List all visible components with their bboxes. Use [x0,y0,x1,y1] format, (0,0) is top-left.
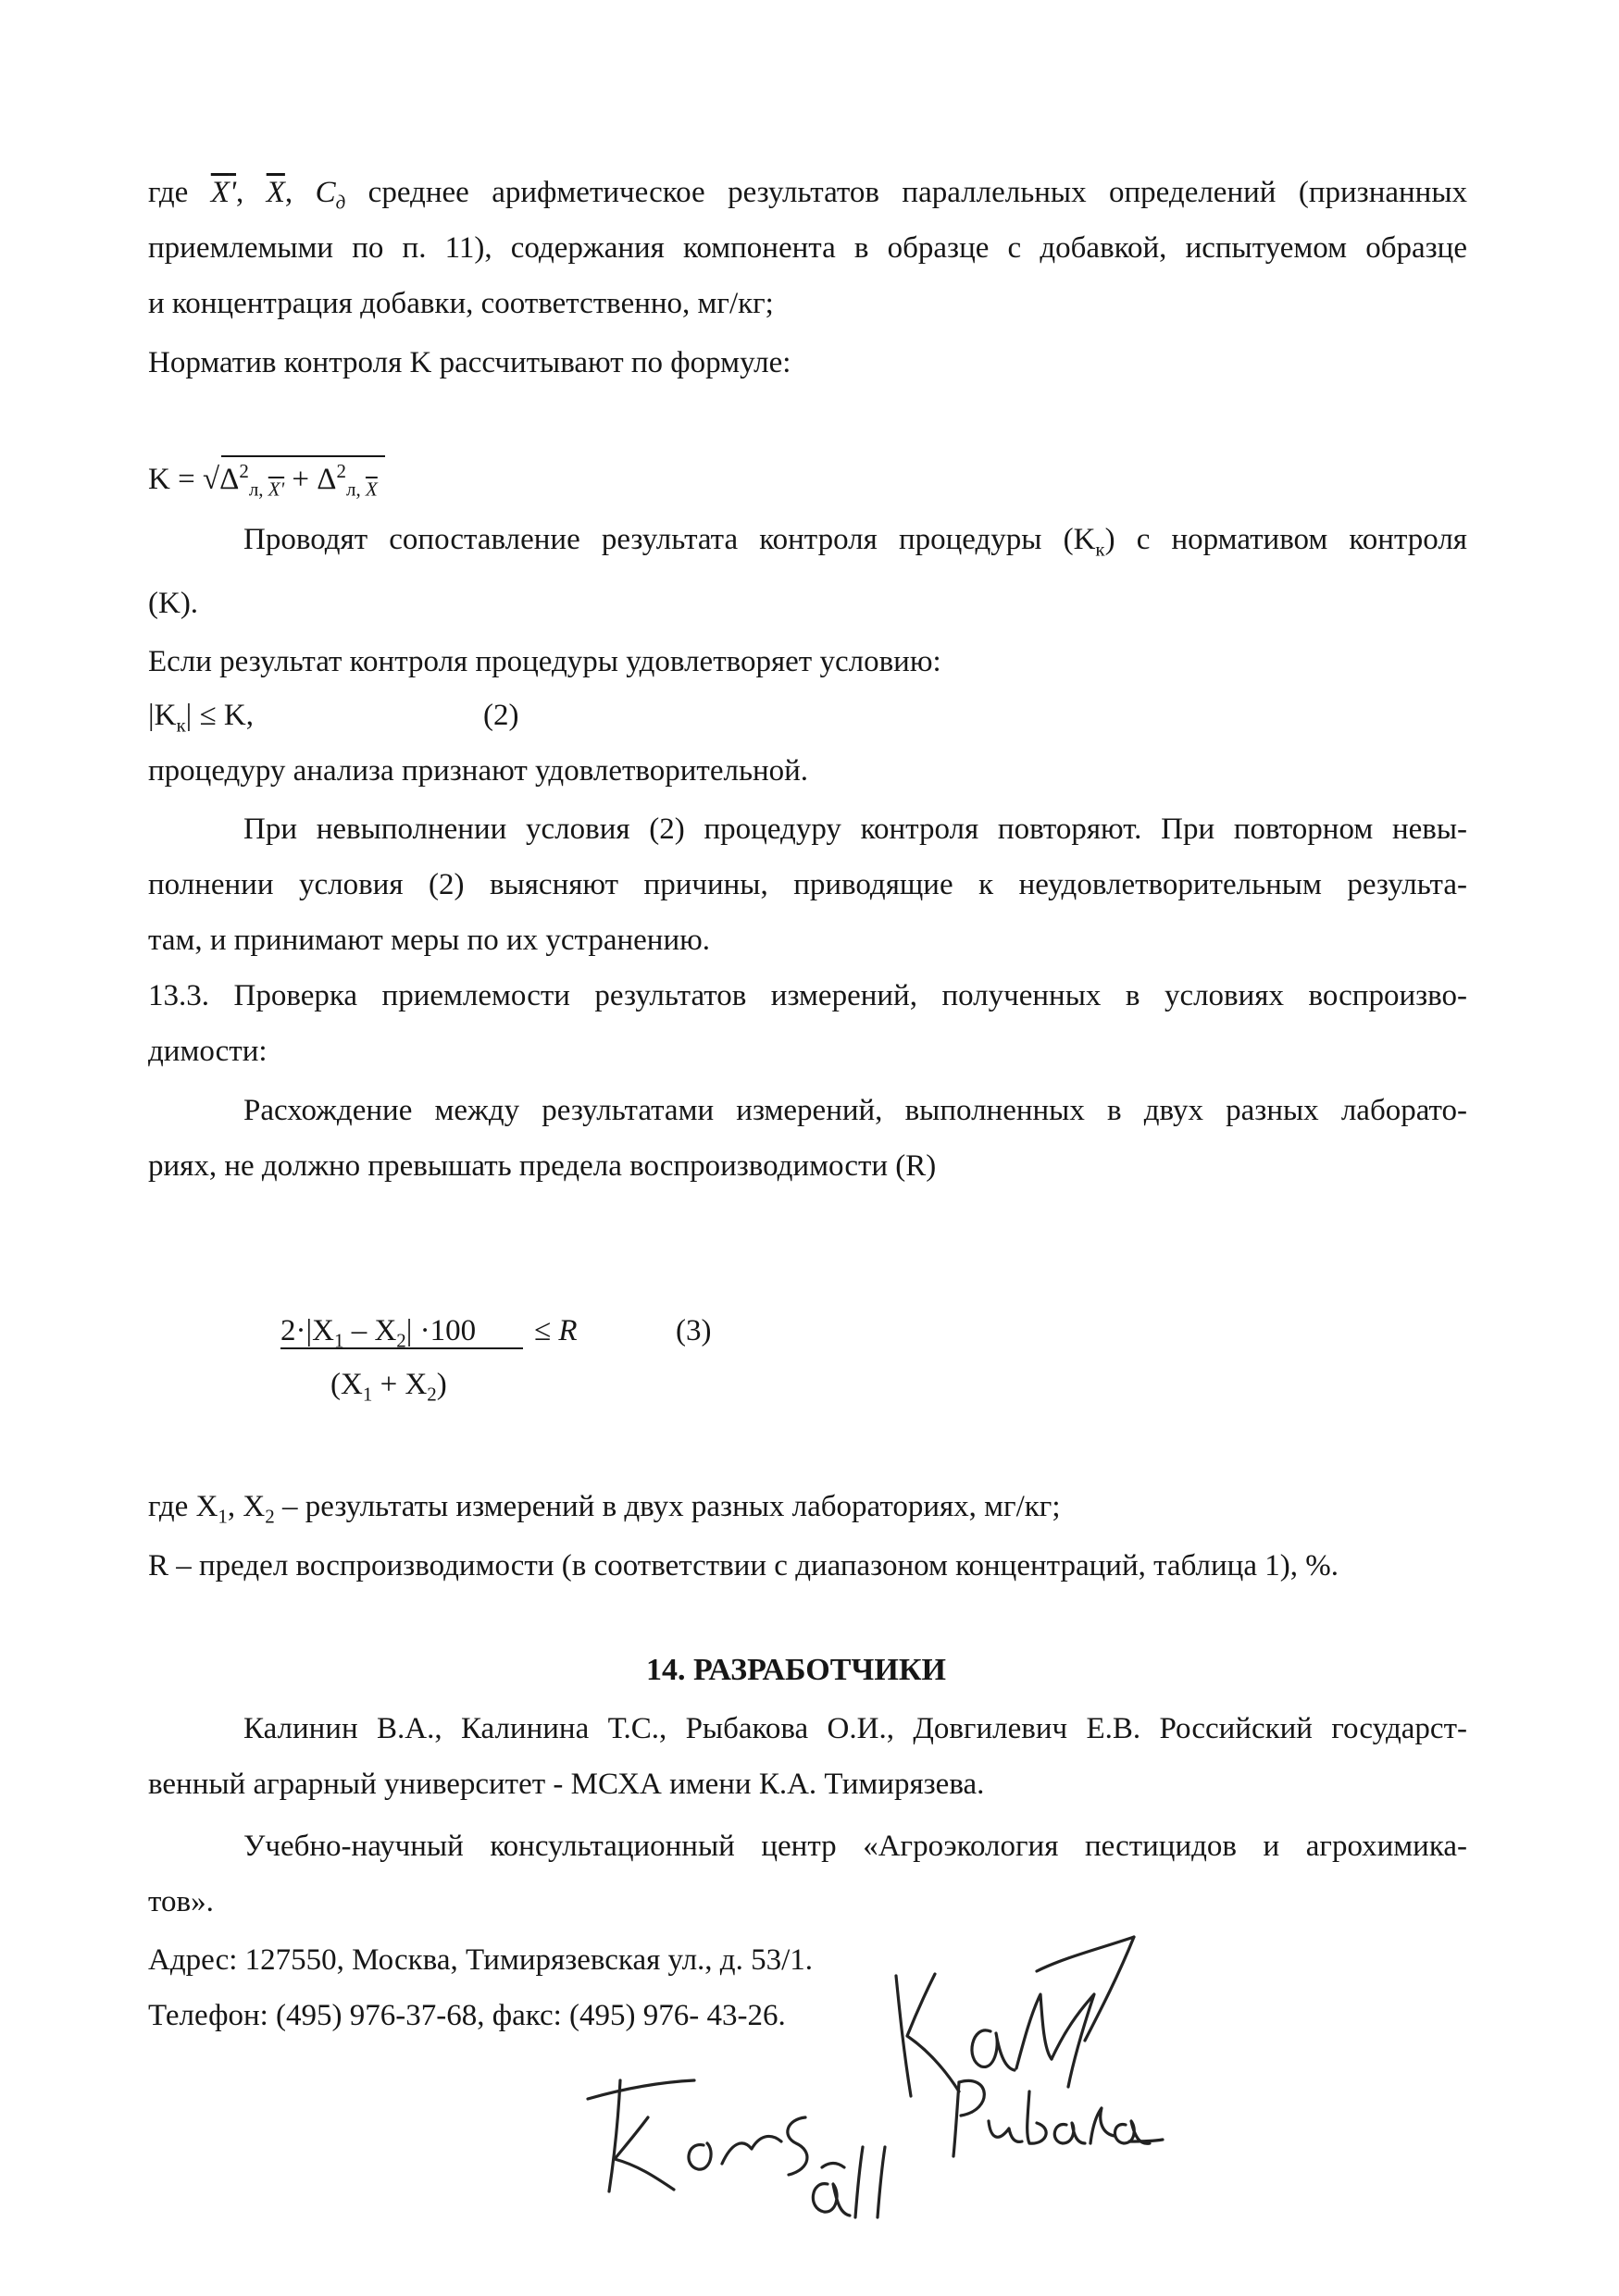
text-line: и концентрация добавки, соответственно, мг/кг; [148,287,774,320]
text-line: приемлемыми по п. 11), содержания компонента в образце с добавкой, испытуемом образце [148,231,1467,265]
symbol-x-prime: X' [210,176,237,209]
text-line: процедуру анализа признают удовлетворительной. [148,754,809,788]
text-line: тов». [148,1885,214,1918]
address-line: Адрес: 127550, Москва, Тимирязевская ул., д. 53/1. [148,1943,813,1977]
equation-number: (3) [676,1314,712,1347]
square-root: $√\Delta^2_{л, X'} + \Delta^2_{л, \overline{X}}$ [203,461,378,498]
formula-3-numerator: $2\cdot|X_1 - X_2| \cdot 100$ [280,1314,477,1352]
symbol-c-d: $C_д$ [315,176,346,214]
symbol-x-mean: $\overline{X}$ [266,176,285,209]
fraction-bar [280,1347,523,1349]
text-line: риях, не должно превышать предела воспроизводимости (R) [148,1149,937,1183]
text-line: Если результат контроля процедуры удовлетворяет условию: [148,645,941,678]
signature-4 [944,2064,1166,2166]
text-line: Проводят сопоставление результата контроля процедуры $(K_к)$ с нормативом контроля [243,523,1467,561]
text-line: Учебно-научный консультационный центр «Агроэкология пестицидов и агрохимика- [243,1830,1467,1863]
text-line: При невыполнении условия (2) процедуру контроля повторяют. При повторном невы- [243,813,1467,846]
text-line: (K). [148,587,199,620]
signature-3 [798,2138,900,2230]
formula-3-relation: ≤ R [534,1314,578,1347]
formula-3-denominator: $(X_1 + X_2)$ [330,1368,447,1406]
text-line: венный аграрный университет - МСХА имени К.А. Тимирязева. [148,1768,985,1801]
text-line: полнении условия (2) выясняют причины, приводящие к неудовлетворительным результа- [148,868,1467,901]
formula-k: K = $√\Delta^2_{л, X'} + \Delta^2_{л, \overline{X}}$ [148,461,378,498]
text-line: 13.3. Проверка приемлемости результатов измерений, полученных в условиях воспроизво- [148,979,1467,1012]
text-line: R – предел воспроизводимости (в соответствии с диапазоном концентраций, таблица 1), %. [148,1549,1339,1582]
text-line: Расхождение между результатами измерений, выполненных в двух разных лаборато- [243,1094,1467,1127]
phone-line: Телефон: (495) 976-37-68, факс: (495) 976- 43-26. [148,1999,786,2032]
text-line: там, и принимают меры по их устранению. [148,924,711,957]
text-line: Калинин В.А., Калинина Т.С., Рыбакова О.И., Довгилевич Е.В. Российский государст- [243,1712,1467,1745]
text-line: Норматив контроля K рассчитывают по формуле: [148,346,791,379]
condition-2: $|K_к| \le K$, [148,699,254,737]
text-line: где X', $\overline{X}$, $C_д$ среднее арифметическое результатов параллельных определений (признанных [148,176,1468,214]
equation-number: (2) [483,699,519,732]
section-heading: 14. РАЗРАБОТЧИКИ [646,1653,946,1687]
text-line: димости: [148,1035,268,1068]
signature-2 [583,2062,824,2210]
text-line: где $X_1$, $X_2$ – результаты измерений в двух разных лабораториях, мг/кг; [148,1490,1061,1528]
